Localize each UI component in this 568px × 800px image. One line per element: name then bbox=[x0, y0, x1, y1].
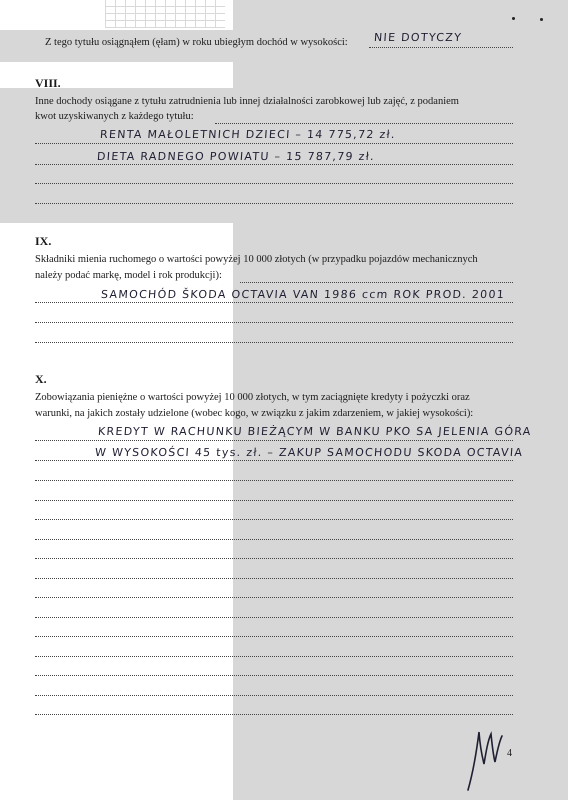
section-viii-text-1: Inne dochody osiągane z tytułu zatrudnienia lub innej działalności zarobkowej lub zajęć, z podaniem bbox=[35, 96, 459, 107]
dotted-line bbox=[35, 480, 513, 481]
dotted-line bbox=[35, 143, 513, 144]
section-viii-text-2: kwot uzyskiwanych z każdego tytułu: bbox=[35, 111, 194, 122]
section-ix-text-1: Składniki mienia ruchomego o wartości powyżej 10 000 złotych (w przypadku pojazdów mechanicznych bbox=[35, 254, 478, 265]
section-x-entry: KREDYT W RACHUNKU BIEŻĄCYM W BANKU PKO SA JELENIA GÓRA bbox=[97, 425, 533, 438]
section-x-text-2: warunki, na jakich zostały udzielone (wobec kogo, w związku z jakim zdarzeniem, w jakiej wysokości): bbox=[35, 408, 474, 419]
signature-mark bbox=[462, 726, 506, 794]
section-viii-entry: RENTA MAŁOLETNICH DZIECI – 14 775,72 zł. bbox=[99, 128, 397, 141]
dotted-line bbox=[35, 597, 513, 598]
dotted-line bbox=[35, 578, 513, 579]
dotted-line bbox=[35, 675, 513, 676]
dotted-line bbox=[35, 714, 513, 715]
dotted-line bbox=[35, 302, 513, 303]
dotted-line bbox=[35, 500, 513, 501]
dotted-line bbox=[35, 440, 513, 441]
page-number: 4 bbox=[507, 748, 512, 759]
dotted-line bbox=[35, 656, 513, 657]
dotted-line bbox=[35, 164, 513, 165]
section-ix-heading: IX. bbox=[35, 234, 52, 248]
dotted-line bbox=[35, 322, 513, 323]
corner-grid bbox=[105, 0, 225, 28]
section-viii-heading: VIII. bbox=[35, 76, 61, 90]
income-label: Z tego tytułu osiągnąłem (ęłam) w roku ubiegłym dochód w wysokości: bbox=[45, 37, 348, 48]
dotted-line bbox=[35, 183, 513, 184]
section-x-entry: W WYSOKOŚCI 45 tys. zł. – ZAKUP SAMOCHODU SKODA OCTAVIA bbox=[94, 446, 524, 459]
section-ix-entry: SAMOCHÓD ŠKODA OCTAVIA VAN 1986 ccm ROK PROD. 2001 bbox=[100, 288, 506, 301]
section-ix-text-2: należy podać markę, model i rok produkcji): bbox=[35, 270, 222, 281]
dotted-line bbox=[35, 636, 513, 637]
dotted-line bbox=[35, 342, 513, 343]
section-x-text-1: Zobowiązania pieniężne o wartości powyżej 10 000 złotych, w tym zaciągnięte kredyty i pożyczki oraz bbox=[35, 392, 470, 403]
scan-speck bbox=[540, 18, 543, 21]
scan-speck bbox=[512, 17, 515, 20]
income-value: NIE DOTYCZY bbox=[373, 31, 463, 44]
section-x-heading: X. bbox=[35, 372, 47, 386]
dotted-line bbox=[215, 123, 513, 124]
dotted-line bbox=[35, 519, 513, 520]
dotted-line bbox=[35, 558, 513, 559]
dotted-line bbox=[35, 617, 513, 618]
dotted-line bbox=[35, 460, 513, 461]
dotted-line bbox=[35, 695, 513, 696]
dotted-line bbox=[35, 539, 513, 540]
dotted-line bbox=[35, 203, 513, 204]
dotted-line bbox=[240, 282, 513, 283]
dotted-line bbox=[369, 47, 513, 48]
section-viii-entry: DIETA RADNEGO POWIATU – 15 787,79 zł. bbox=[96, 150, 376, 163]
